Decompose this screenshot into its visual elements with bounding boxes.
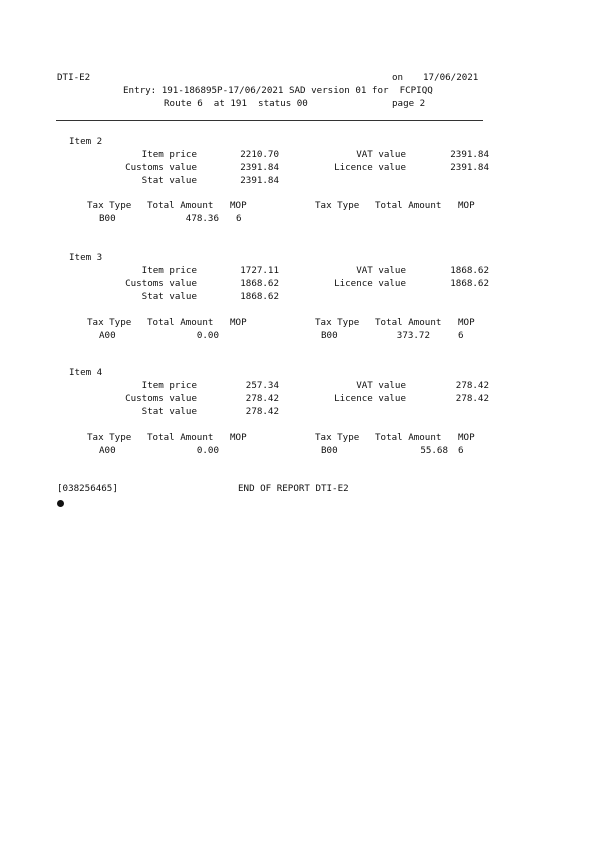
tax-type-header: Tax Type (87, 432, 132, 443)
total-amount-header: Total Amount (375, 200, 442, 211)
tax-type-cell: B00 (99, 213, 116, 224)
tax-type-cell: B00 (321, 330, 338, 341)
tax-mop-cell: 6 (458, 445, 464, 456)
tax-amount-cell: 0.00 (196, 330, 219, 341)
item-price-label: Item price (141, 265, 197, 276)
item-title: Item 2 (69, 136, 103, 147)
page-number: page 2 (392, 98, 426, 109)
customs-value-value: 278.42 (245, 393, 279, 404)
tax-amount-cell: 55.68 (420, 445, 448, 456)
customs-value-value: 1868.62 (240, 278, 279, 289)
customs-value-label: Customs value (125, 278, 197, 289)
stat-value-label: Stat value (141, 406, 197, 417)
licence-value-value: 1868.62 (450, 278, 489, 289)
tax-type-header: Tax Type (315, 200, 360, 211)
stat-value-label: Stat value (141, 175, 197, 186)
report-reference: [038256465] (57, 483, 118, 494)
vat-value-label: VAT value (356, 265, 406, 276)
item-price-value: 257.34 (245, 380, 279, 391)
tax-type-cell: B00 (321, 445, 338, 456)
entry-line: Entry: 191-186895P-17/06/2021 SAD version 01 for FCPIQQ (123, 85, 433, 96)
mop-header: MOP (458, 432, 475, 443)
licence-value-value: 278.42 (455, 393, 489, 404)
tax-amount-cell: 478.36 (185, 213, 219, 224)
total-amount-header: Total Amount (147, 432, 214, 443)
tax-type-header: Tax Type (315, 317, 360, 328)
tax-type-cell: A00 (99, 445, 116, 456)
licence-value-label: Licence value (334, 162, 406, 173)
stat-value-value: 2391.84 (240, 175, 279, 186)
vat-value-value: 2391.84 (450, 149, 489, 160)
item-price-label: Item price (141, 380, 197, 391)
item-price-label: Item price (141, 149, 197, 160)
total-amount-header: Total Amount (147, 200, 214, 211)
vat-value-label: VAT value (356, 380, 406, 391)
end-of-report: END OF REPORT DTI-E2 (238, 483, 349, 494)
mop-header: MOP (458, 200, 475, 211)
mop-header: MOP (230, 200, 247, 211)
tax-type-cell: A00 (99, 330, 116, 341)
licence-value-value: 2391.84 (450, 162, 489, 173)
customs-value-label: Customs value (125, 162, 197, 173)
total-amount-header: Total Amount (147, 317, 214, 328)
bullet-icon (57, 500, 64, 507)
item-price-value: 2210.70 (240, 149, 279, 160)
stat-value-value: 1868.62 (240, 291, 279, 302)
tax-amount-cell: 373.72 (396, 330, 430, 341)
mop-header: MOP (230, 432, 247, 443)
tax-amount-cell: 0.00 (196, 445, 219, 456)
mop-header: MOP (230, 317, 247, 328)
item-title: Item 4 (69, 367, 103, 378)
licence-value-label: Licence value (334, 278, 406, 289)
stat-value-value: 278.42 (245, 406, 279, 417)
report-code: DTI-E2 (57, 72, 91, 83)
header-divider (56, 120, 483, 121)
stat-value-label: Stat value (141, 291, 197, 302)
item-title: Item 3 (69, 252, 103, 263)
vat-value-value: 1868.62 (450, 265, 489, 276)
tax-mop-cell: 6 (236, 213, 242, 224)
total-amount-header: Total Amount (375, 432, 442, 443)
route-line: Route 6 at 191 status 00 (164, 98, 308, 109)
tax-type-header: Tax Type (315, 432, 360, 443)
customs-value-label: Customs value (125, 393, 197, 404)
date-label: on (392, 72, 404, 83)
licence-value-label: Licence value (334, 393, 406, 404)
tax-type-header: Tax Type (87, 317, 132, 328)
item-price-value: 1727.11 (240, 265, 279, 276)
customs-value-value: 2391.84 (240, 162, 279, 173)
total-amount-header: Total Amount (375, 317, 442, 328)
mop-header: MOP (458, 317, 475, 328)
tax-mop-cell: 6 (458, 330, 464, 341)
vat-value-label: VAT value (356, 149, 406, 160)
vat-value-value: 278.42 (455, 380, 489, 391)
tax-type-header: Tax Type (87, 200, 132, 211)
report-date: 17/06/2021 (423, 72, 479, 83)
